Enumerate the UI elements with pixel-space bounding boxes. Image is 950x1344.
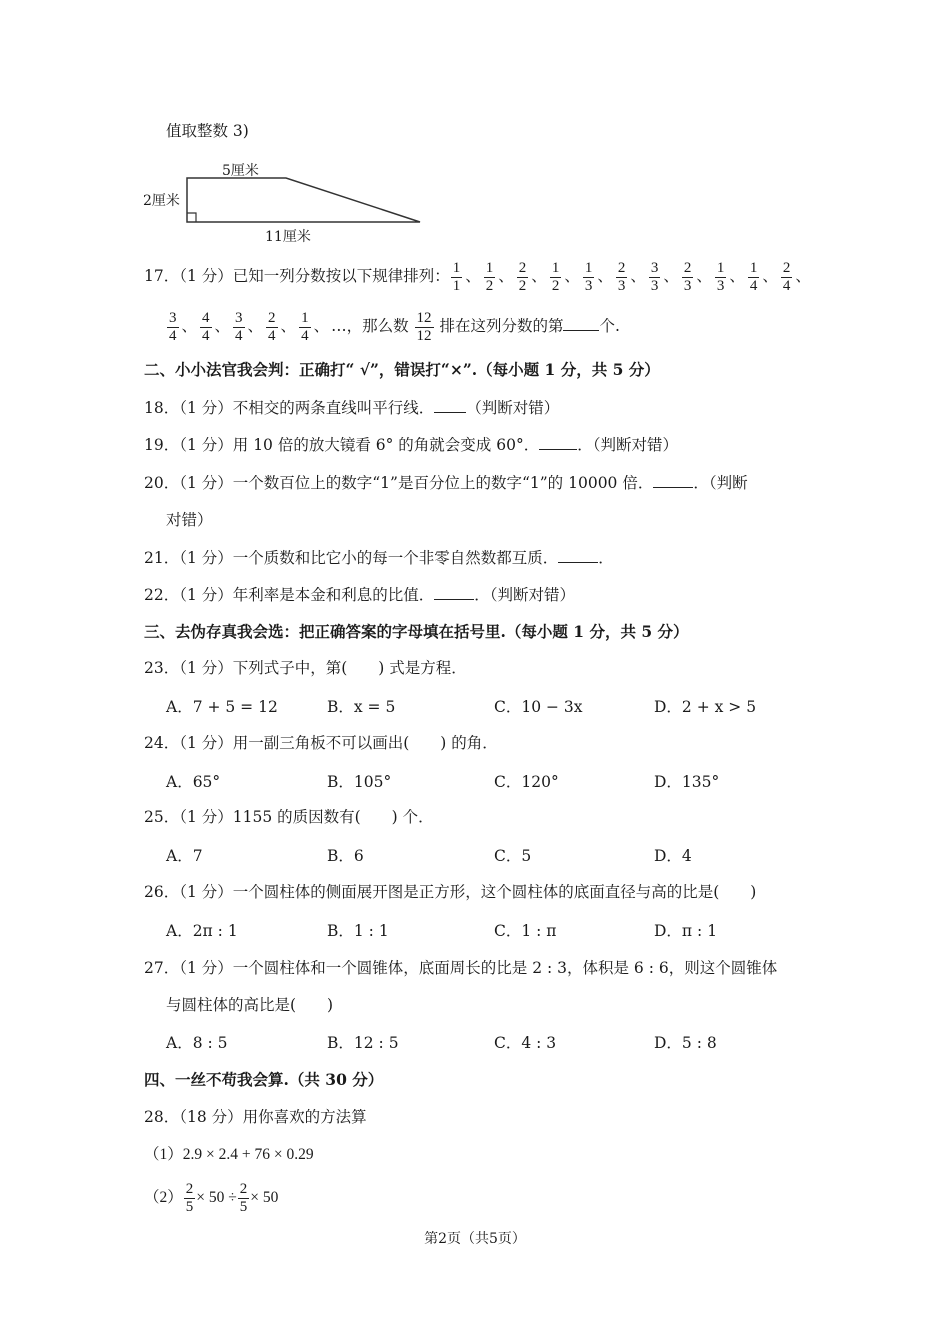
separator: 、 [214, 317, 231, 335]
q18-answer-blank[interactable] [434, 398, 466, 413]
separator: 、 [498, 267, 514, 285]
fraction [451, 260, 463, 295]
q17-row1 [144, 254, 813, 298]
q24-option-a[interactable]: A．65° [166, 773, 221, 791]
q27-option-c[interactable]: C．4 : 3 [494, 1034, 557, 1052]
q18-text: 18．（1 分）不相交的两条直线叫平行线． [144, 399, 435, 417]
q17-ellipsis: …，那么数 [331, 317, 409, 335]
q23-option-d[interactable]: D．2 + x > 5 [654, 698, 757, 716]
fraction-denominator: 4 [782, 277, 791, 294]
q25-option-b[interactable]: B．6 [327, 847, 364, 865]
q18 [144, 397, 559, 419]
q28-item1: （1）2.9 × 2.4 + 76 × 0.29 [144, 1146, 314, 1163]
q25-option-d[interactable]: D．4 [654, 847, 692, 865]
q28-item2-label: （2） [144, 1189, 183, 1206]
q27-option-b[interactable]: B．12 : 5 [327, 1034, 399, 1052]
fraction [649, 260, 661, 295]
fraction [167, 310, 179, 345]
q28-text: 28．（18 分）用你喜欢的方法算 [144, 1108, 367, 1126]
q23-option-b[interactable]: B．x = 5 [327, 698, 396, 716]
fraction-numerator: 3 [650, 259, 659, 276]
fraction-numerator: 1 [749, 259, 758, 276]
q21-after: ． [598, 549, 614, 567]
q26-option-b[interactable]: B．1 : 1 [327, 922, 389, 940]
q22 [144, 584, 575, 606]
separator: 、 [465, 267, 481, 285]
separator: 、 [531, 267, 547, 285]
fraction-numerator: 2 [518, 259, 527, 276]
q17-answer-blank[interactable] [563, 316, 599, 331]
q24-text: 24．（1 分）用一副三角板不可以画出( ) 的角． [144, 734, 498, 752]
fraction-denominator: 3 [617, 277, 626, 294]
q24-option-b[interactable]: B．105° [327, 773, 392, 791]
q22-text: 22．（1 分）年利率是本金和利息的比值． [144, 586, 435, 604]
fraction-denominator: 4 [301, 327, 309, 344]
q24-option-d[interactable]: D．135° [654, 773, 720, 791]
q27-text: 27．（1 分）一个圆柱体和一个圆锥体，底面周长的比是 2 : 3，体积是 6 : 6，则这个圆锥体 [144, 959, 778, 977]
separator: 、 [564, 267, 580, 285]
q28-item2 [144, 1176, 278, 1220]
q17-suffix: 排在这列分数的第 [439, 317, 564, 335]
section2-title: 二、小小法官我会判：正确打“ √”，错误打“×”.（每小题 1 分，共 5 分） [144, 360, 660, 379]
fraction [484, 260, 496, 295]
q28-item2-end: × 50 [250, 1189, 279, 1206]
fraction [517, 260, 529, 295]
fraction-numerator: 2 [782, 259, 791, 276]
q19-after: ．（判断对错） [577, 436, 678, 454]
fraction-numerator: 2 [683, 259, 692, 276]
q17-fraction-sequence-2 [166, 309, 331, 344]
separator: 、 [663, 267, 679, 285]
q25-option-a[interactable]: A．7 [166, 847, 203, 865]
fraction-numerator: 3 [235, 309, 243, 326]
fraction-numerator: 1 [452, 259, 461, 276]
fraction [781, 260, 793, 295]
fraction [200, 310, 212, 345]
q17-target-fraction: $\frac{12}{12}$ [416, 309, 432, 344]
q20-answer-blank[interactable] [653, 473, 693, 488]
q21-text: 21．（1 分）一个质数和比它小的每一个非零自然数都互质． [144, 549, 559, 567]
q21-answer-blank[interactable] [558, 548, 598, 563]
q26-text: 26．（1 分）一个圆柱体的侧面展开图是正方形，这个圆柱体的底面直径与高的比是( ) [144, 883, 757, 901]
fraction-numerator: 1 [716, 259, 725, 276]
fraction-numerator: 3 [169, 309, 177, 326]
q26-option-a[interactable]: A．2π : 1 [166, 922, 238, 940]
fraction-numerator: 1 [301, 309, 309, 326]
fraction-denominator: 4 [202, 327, 210, 344]
fraction-denominator: 2 [518, 277, 527, 294]
q21 [144, 547, 614, 569]
q20 [144, 472, 748, 494]
q25-option-c[interactable]: C．5 [494, 847, 532, 865]
q28-fraction-2: $\frac{2}{5}$ [239, 1180, 248, 1215]
fraction-denominator: 2 [551, 277, 560, 294]
q27-line2: 与圆柱体的高比是( ) [166, 996, 334, 1014]
q17-fraction-sequence-1 [450, 259, 813, 294]
fraction-denominator: 3 [716, 277, 725, 294]
q25-text: 25．（1 分）1155 的质因数有( ) 个． [144, 808, 434, 826]
q17-suffix-end: 个. [599, 317, 620, 335]
q23-option-c[interactable]: C．10 − 3x [494, 698, 583, 716]
q26-option-c[interactable]: C．1 : π [494, 922, 557, 940]
q18-after: （判断对错） [466, 399, 560, 417]
section4-title: 四、一丝不苟我会算.（共 30 分） [144, 1070, 384, 1089]
separator: 、 [247, 317, 264, 335]
q17-prefix: 17．（1 分）已知一列分数按以下规律排列： [144, 267, 450, 285]
fraction-numerator: 1 [551, 259, 560, 276]
page-footer: 第2页（共5页） [424, 1231, 526, 1247]
q26-option-d[interactable]: D．π : 1 [654, 922, 718, 940]
q27-option-a[interactable]: A．8 : 5 [166, 1034, 228, 1052]
q23-option-a[interactable]: A．7 + 5 = 12 [166, 698, 278, 716]
q20-text: 20．（1 分）一个数百位上的数字“1”是百分位上的数字“1”的 10000 倍． [144, 474, 654, 492]
separator: 、 [597, 267, 613, 285]
q19-text: 19．（1 分）用 10 倍的放大镜看 6° 的角就会变成 60°． [144, 436, 540, 454]
fraction-numerator: 2 [268, 309, 276, 326]
fraction [682, 260, 694, 295]
fraction-denominator: 4 [235, 327, 243, 344]
fraction-denominator: 2 [485, 277, 494, 294]
separator: 、 [762, 267, 778, 285]
fraction [616, 260, 628, 295]
figure-left-label: 2厘米 [143, 193, 180, 209]
separator: 、 [280, 317, 297, 335]
trapezoid-shape [187, 178, 420, 222]
fraction [583, 260, 595, 295]
section3-title: 三、去伪存真我会选：把正确答案的字母填在括号里.（每小题 1 分，共 5 分） [144, 622, 689, 641]
separator: 、 [795, 267, 811, 285]
fraction-denominator: 4 [169, 327, 177, 344]
fraction [299, 310, 311, 345]
separator: 、 [313, 317, 330, 335]
fraction [715, 260, 727, 295]
q27-option-d[interactable]: D．5 : 8 [654, 1034, 717, 1052]
fraction [550, 260, 562, 295]
fraction-numerator: 2 [617, 259, 626, 276]
fraction-numerator: 1 [485, 259, 494, 276]
fraction-denominator: 4 [268, 327, 276, 344]
q24-option-c[interactable]: C．120° [494, 773, 559, 791]
separator: 、 [696, 267, 712, 285]
separator: 、 [630, 267, 646, 285]
q19 [144, 434, 678, 456]
fraction [233, 310, 245, 345]
fraction [266, 310, 278, 345]
fraction-denominator: 1 [452, 277, 461, 294]
fraction-numerator: 1 [584, 259, 593, 276]
q17-row2 [166, 304, 620, 348]
fraction-denominator: 3 [683, 277, 692, 294]
intro-fragment: 值取整数 3) [166, 122, 249, 140]
separator: 、 [729, 267, 745, 285]
figure-bottom-label: 11厘米 [265, 229, 311, 245]
q19-answer-blank[interactable] [539, 435, 577, 450]
figure-top-label: 5厘米 [222, 163, 259, 179]
fraction-numerator: 4 [202, 309, 210, 326]
q20-after: ．（判断 [693, 474, 748, 492]
fraction-denominator: 3 [584, 277, 593, 294]
q22-answer-blank[interactable] [434, 585, 474, 600]
fraction [748, 260, 760, 295]
q22-after: ．（判断对错） [474, 586, 576, 604]
fraction-denominator: 4 [749, 277, 758, 294]
q23-text: 23．（1 分）下列式子中，第( ) 式是方程． [144, 659, 467, 677]
q20-line2: 对错） [166, 511, 213, 529]
right-angle-mark [187, 213, 196, 222]
fraction-denominator: 3 [650, 277, 659, 294]
q28-fraction-1: $\frac{2}{5}$ [185, 1180, 194, 1215]
q28-item2-mid: × 50 ÷ [196, 1189, 237, 1206]
separator: 、 [181, 317, 198, 335]
